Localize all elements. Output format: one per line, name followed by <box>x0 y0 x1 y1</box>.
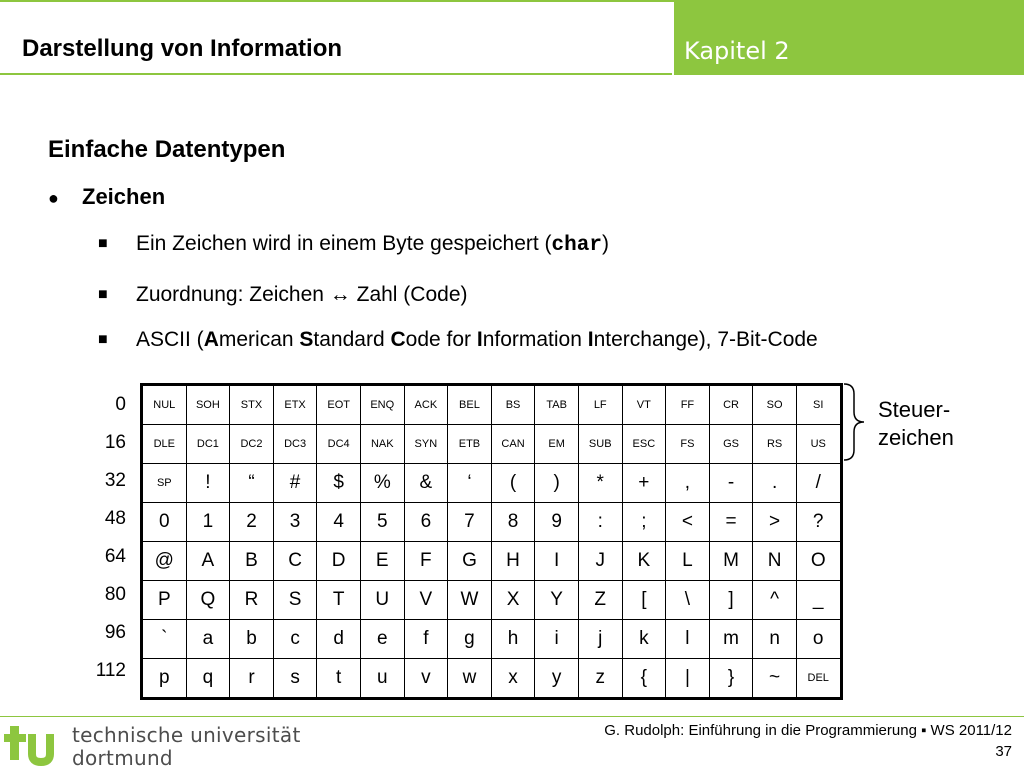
chapter-box <box>674 2 1024 75</box>
ascii-cell: i <box>535 620 579 659</box>
row-label: 48 <box>104 508 126 529</box>
ascii-cell: 5 <box>360 503 404 542</box>
ascii-cell: ^ <box>753 581 797 620</box>
ascii-cell: CAN <box>491 425 535 464</box>
ascii-cell: { <box>622 659 666 699</box>
table-row <box>142 425 842 464</box>
ascii-cell: BS <box>491 385 535 425</box>
ascii-cell: [ <box>622 581 666 620</box>
list-item-zuordnung <box>98 283 468 307</box>
ascii-cell: O <box>796 542 841 581</box>
ascii-cell: X <box>491 581 535 620</box>
ascii-cell: x <box>491 659 535 699</box>
ascii-cell: ACK <box>404 385 448 425</box>
ascii-cell: ` <box>142 620 187 659</box>
ascii-cell: G <box>448 542 492 581</box>
ascii-cell: ; <box>622 503 666 542</box>
ascii-cell: ENQ <box>360 385 404 425</box>
acronym-letter: I <box>587 328 594 351</box>
ascii-cell: = <box>709 503 753 542</box>
control-label-line2: zeichen <box>878 425 954 450</box>
square-bullet-icon: ■ <box>98 235 108 252</box>
ascii-cell: FF <box>666 385 710 425</box>
ascii-cell: h <box>491 620 535 659</box>
table-row <box>142 464 842 503</box>
ascii-cell: NUL <box>142 385 187 425</box>
ascii-cell: _ <box>796 581 841 620</box>
ascii-cell: \ <box>666 581 710 620</box>
ascii-cell: ) <box>535 464 579 503</box>
row-label: 16 <box>104 432 126 453</box>
ascii-cell: 8 <box>491 503 535 542</box>
ascii-cell: a <box>186 620 230 659</box>
ascii-cell: W <box>448 581 492 620</box>
ascii-cell: ? <box>796 503 841 542</box>
ascii-cell: y <box>535 659 579 699</box>
ascii-cell: m <box>709 620 753 659</box>
ascii-cell: } <box>709 659 753 699</box>
list-item-text: Ein Zeichen wird in einem Byte gespeichert ( <box>136 232 552 255</box>
acronym-letter: C <box>390 328 406 351</box>
acronym-letter: A <box>203 328 219 351</box>
ascii-cell: SUB <box>578 425 622 464</box>
ascii-cell: S <box>273 581 317 620</box>
ascii-cell: / <box>796 464 841 503</box>
ascii-cell: # <box>273 464 317 503</box>
acronym-letter: S <box>299 328 314 351</box>
list-item-byte <box>98 232 609 257</box>
row-label: 112 <box>95 660 126 681</box>
table-row <box>142 503 842 542</box>
chapter-label: Kapitel 2 <box>684 37 790 65</box>
ascii-cell: . <box>753 464 797 503</box>
ascii-cell: > <box>753 503 797 542</box>
ascii-cell: 4 <box>317 503 361 542</box>
ascii-cell: B <box>230 542 274 581</box>
header <box>0 2 1024 75</box>
list-item-text: nformation <box>482 328 588 351</box>
ascii-cell: EM <box>535 425 579 464</box>
university-name-line1: technische universität <box>72 723 301 747</box>
ascii-cell: U <box>360 581 404 620</box>
footer-line <box>0 716 1024 717</box>
list-item-text: merican <box>218 328 300 351</box>
row-label: 64 <box>104 546 126 567</box>
ascii-cell: DC2 <box>230 425 274 464</box>
ascii-cell: < <box>666 503 710 542</box>
acronym-letter: I <box>476 328 483 351</box>
ascii-cell: FS <box>666 425 710 464</box>
ascii-cell: SOH <box>186 385 230 425</box>
ascii-cell: M <box>709 542 753 581</box>
ascii-cell: z <box>578 659 622 699</box>
ascii-cell: e <box>360 620 404 659</box>
ascii-cell: Y <box>535 581 579 620</box>
ascii-cell: US <box>796 425 841 464</box>
ascii-cell: STX <box>230 385 274 425</box>
ascii-cell: F <box>404 542 448 581</box>
square-bullet-icon: ■ <box>98 331 108 348</box>
ascii-cell: c <box>273 620 317 659</box>
ascii-cell: n <box>753 620 797 659</box>
ascii-cell: DEL <box>796 659 841 699</box>
table-row <box>142 542 842 581</box>
ascii-cell: SI <box>796 385 841 425</box>
ascii-cell: v <box>404 659 448 699</box>
ascii-cell: R <box>230 581 274 620</box>
ascii-cell: : <box>578 503 622 542</box>
ascii-cell: o <box>796 620 841 659</box>
ascii-cell: t <box>317 659 361 699</box>
ascii-cell: k <box>622 620 666 659</box>
square-bullet-icon: ■ <box>98 286 108 303</box>
ascii-cell: + <box>622 464 666 503</box>
table-row <box>142 581 842 620</box>
ascii-cell: f <box>404 620 448 659</box>
row-label: 0 <box>115 394 126 415</box>
ascii-cell: TAB <box>535 385 579 425</box>
ascii-cell: @ <box>142 542 187 581</box>
ascii-cell: ESC <box>622 425 666 464</box>
control-chars-label <box>878 396 954 452</box>
bullet-dot-icon: ● <box>48 188 59 208</box>
ascii-cell: RS <box>753 425 797 464</box>
ascii-cell: j <box>578 620 622 659</box>
ascii-cell: Z <box>578 581 622 620</box>
page-title: Darstellung von Information <box>22 35 343 62</box>
ascii-cell: C <box>273 542 317 581</box>
ascii-cell: q <box>186 659 230 699</box>
ascii-cell: VT <box>622 385 666 425</box>
ascii-cell: EOT <box>317 385 361 425</box>
ascii-cell: 0 <box>142 503 187 542</box>
ascii-cell: N <box>753 542 797 581</box>
bullet-zeichen <box>48 184 165 210</box>
ascii-cell: l <box>666 620 710 659</box>
ascii-cell: ( <box>491 464 535 503</box>
row-label: 32 <box>104 470 126 491</box>
ascii-cell: E <box>360 542 404 581</box>
ascii-cell: , <box>666 464 710 503</box>
ascii-cell: A <box>186 542 230 581</box>
ascii-cell: SO <box>753 385 797 425</box>
ascii-cell: ETB <box>448 425 492 464</box>
ascii-cell: DC3 <box>273 425 317 464</box>
ascii-cell: 2 <box>230 503 274 542</box>
ascii-cell: Q <box>186 581 230 620</box>
ascii-cell: 6 <box>404 503 448 542</box>
ascii-cell: I <box>535 542 579 581</box>
ascii-cell: SP <box>142 464 187 503</box>
footer-citation: G. Rudolph: Einführung in die Programmierung ▪ WS 2011/12 <box>604 722 1012 739</box>
ascii-cell: b <box>230 620 274 659</box>
ascii-cell: 1 <box>186 503 230 542</box>
row-label: 80 <box>104 584 126 605</box>
ascii-cell: BEL <box>448 385 492 425</box>
header-title-area <box>0 2 672 75</box>
row-labels <box>70 386 126 690</box>
list-item-text: Zuordnung: Zeichen ↔ Zahl (Code) <box>136 283 468 306</box>
table-row <box>142 659 842 699</box>
ascii-cell: DLE <box>142 425 187 464</box>
section-heading: Einfache Datentypen <box>48 136 286 163</box>
ascii-cell: GS <box>709 425 753 464</box>
ascii-cell: LF <box>578 385 622 425</box>
ascii-cell: u <box>360 659 404 699</box>
university-name-line2: dortmund <box>72 746 173 770</box>
ascii-cell: & <box>404 464 448 503</box>
ascii-cell: V <box>404 581 448 620</box>
ascii-cell: H <box>491 542 535 581</box>
ascii-cell: NAK <box>360 425 404 464</box>
ascii-table <box>140 383 843 700</box>
ascii-cell: s <box>273 659 317 699</box>
control-label-line1: Steuer- <box>878 397 951 422</box>
ascii-cell: SYN <box>404 425 448 464</box>
ascii-cell: K <box>622 542 666 581</box>
ascii-cell: 7 <box>448 503 492 542</box>
ascii-cell: % <box>360 464 404 503</box>
ascii-cell: * <box>578 464 622 503</box>
list-item-text: ASCII ( <box>136 328 204 351</box>
ascii-cell: p <box>142 659 187 699</box>
bullet-label: Zeichen <box>82 184 166 209</box>
ascii-cell: ] <box>709 581 753 620</box>
ascii-cell: g <box>448 620 492 659</box>
ascii-cell: w <box>448 659 492 699</box>
table-row <box>142 385 842 425</box>
list-item-text: tandard <box>313 328 391 351</box>
ascii-cell: P <box>142 581 187 620</box>
ascii-cell: D <box>317 542 361 581</box>
row-label: 96 <box>104 622 126 643</box>
ascii-cell: ~ <box>753 659 797 699</box>
ascii-cell: d <box>317 620 361 659</box>
ascii-cell: r <box>230 659 274 699</box>
ascii-cell: 9 <box>535 503 579 542</box>
list-item-text: ode for <box>405 328 477 351</box>
list-item-text: nterchange), 7-Bit-Code <box>593 328 818 351</box>
ascii-cell: “ <box>230 464 274 503</box>
ascii-cell: L <box>666 542 710 581</box>
list-item-text: ) <box>601 232 609 255</box>
ascii-cell: 3 <box>273 503 317 542</box>
ascii-cell: ‘ <box>448 464 492 503</box>
ascii-cell: ! <box>186 464 230 503</box>
ascii-cell: DC4 <box>317 425 361 464</box>
ascii-cell: $ <box>317 464 361 503</box>
code-char: char <box>551 234 602 257</box>
ascii-cell: | <box>666 659 710 699</box>
ascii-cell: - <box>709 464 753 503</box>
list-item-ascii <box>98 328 818 352</box>
table-row <box>142 620 842 659</box>
ascii-cell: CR <box>709 385 753 425</box>
curly-brace-icon <box>840 382 870 462</box>
tu-logo-icon <box>4 722 68 766</box>
ascii-cell: ETX <box>273 385 317 425</box>
ascii-cell: J <box>578 542 622 581</box>
ascii-cell: T <box>317 581 361 620</box>
page-number: 37 <box>995 743 1012 760</box>
ascii-cell: DC1 <box>186 425 230 464</box>
